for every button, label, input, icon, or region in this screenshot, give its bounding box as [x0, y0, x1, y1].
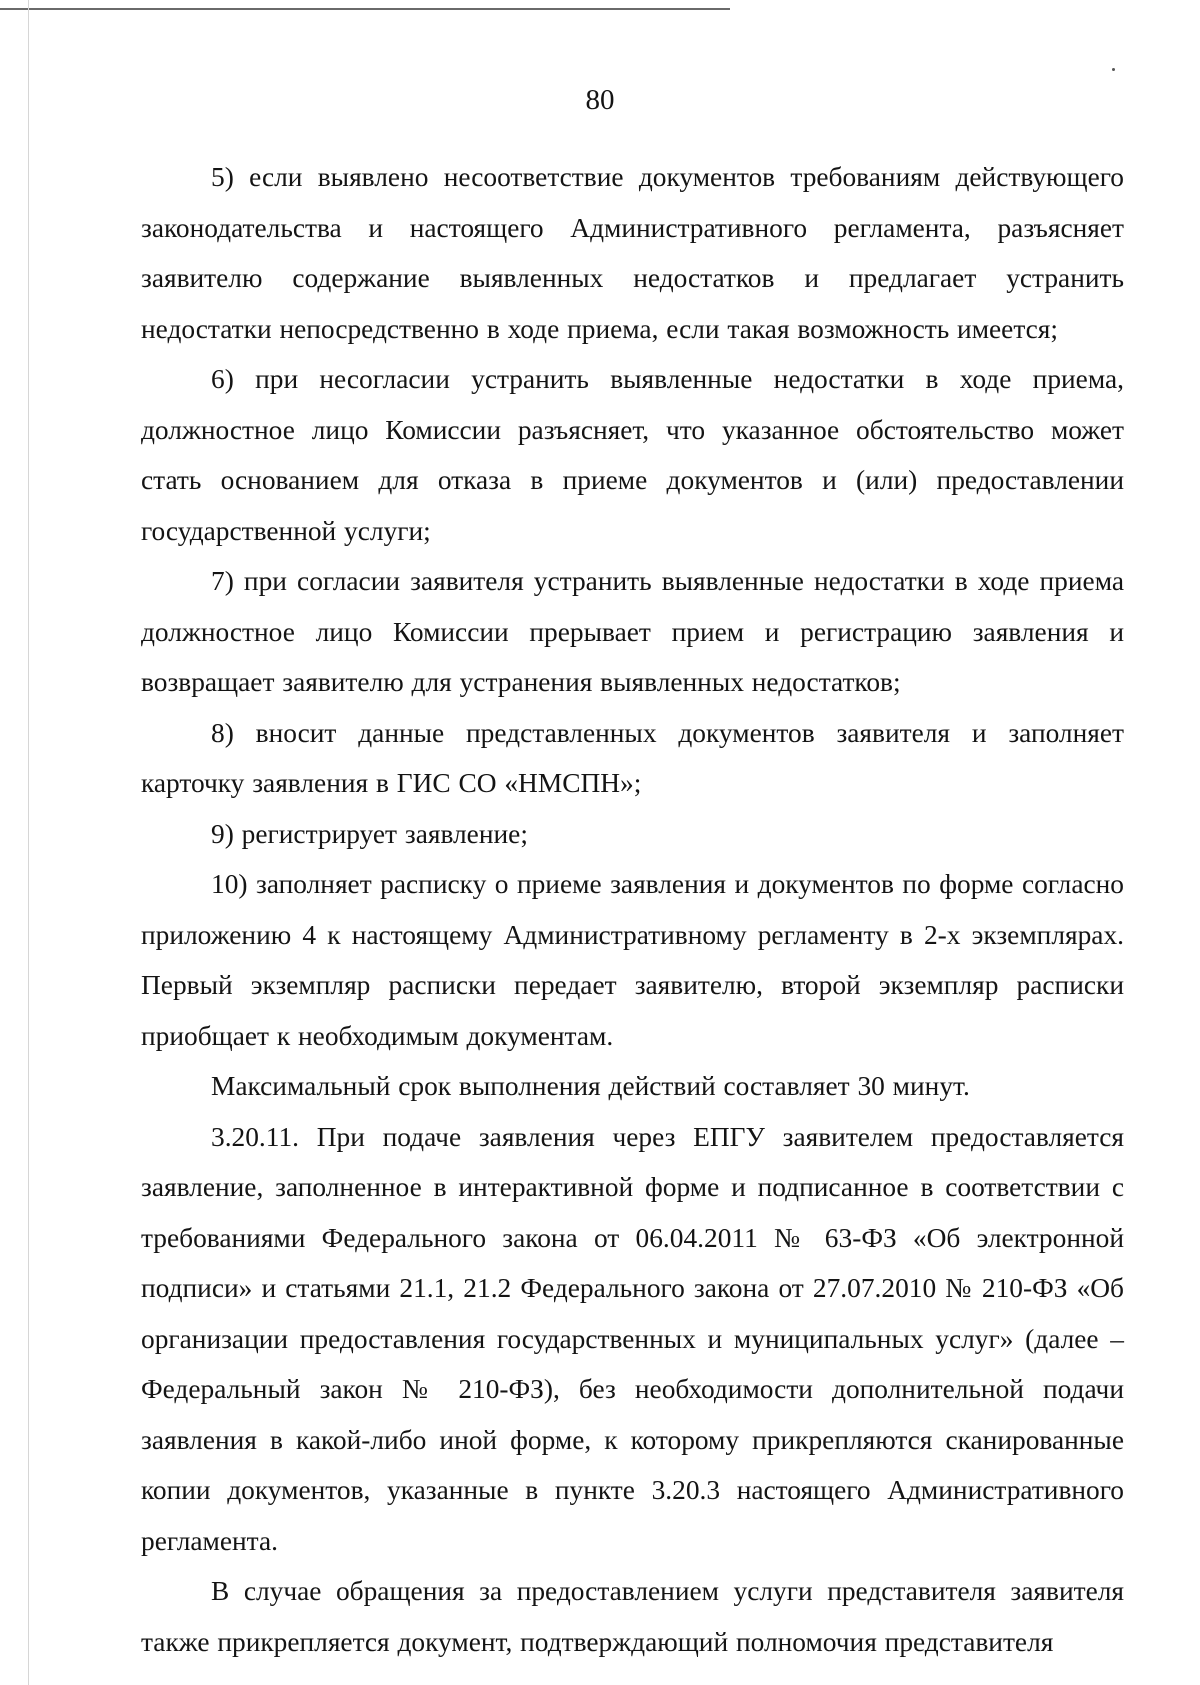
- document-body: [141, 152, 1124, 1667]
- scan-left-edge-line: [28, 0, 29, 1685]
- paragraph-max-duration: Максимальный срок выполнения действий составляет 30 минут.: [211, 1071, 970, 1101]
- paragraph-item-8: 8) вносит данные представленных документов заявителя и заполняет карточку заявления в ГИС СО «НМСПН»;: [141, 717, 1124, 798]
- paragraph-representative: В случае обращения за предоставлением услуги представителя заявителя также прикрепляется документ, подтверждающий полномочия представителя: [141, 1576, 1124, 1657]
- scan-top-edge-line: [0, 8, 730, 10]
- paragraph-3-20-11: 3.20.11. При подаче заявления через ЕПГУ заявителем предоставляется заявление, заполненное в интерактивной форме и подписанное в соответствии с требованиями Федерального закона от 06.04.2011 № 63-ФЗ «Об электронной подписи» и статьями 21.1, 21.2 Федерального закона от 27.07.2010 № 210-ФЗ «Об организации предоставления государственных и муниципальных услуг» (далее – Федеральный закон № 210-ФЗ), без необходимости дополнительной подачи заявления в какой-либо иной форме, к которому прикрепляются сканированные копии документов, указанные в пункте 3.20.3 настоящего Административного регламента.: [141, 1121, 1124, 1556]
- paragraph-item-7: 7) при согласии заявителя устранить выявленные недостатки в ходе приема должностное лицо Комиссии прерывает прием и регистрацию заявления и возвращает заявителю для устранения выявленных недостатков;: [141, 566, 1124, 697]
- paragraph-item-9: 9) регистрирует заявление;: [211, 818, 528, 849]
- paragraph-item-10: 10) заполняет расписку о приеме заявления и документов по форме согласно приложению 4 к настоящему Административному регламенту в 2-х экземплярах. Первый экземпляр расписки передает заявителю, второй экземпляр расписки приобщает к необходимым документам.: [141, 869, 1124, 1051]
- paragraph-item-5: 5) если выявлено несоответствие документов требованиям действующего законодательства и настоящего Административного регламента, разъясняет заявителю содержание выявленных недостатков и предлагает устранить недостатки непосредственно в ходе приема, если такая возможность имеется;: [141, 162, 1124, 344]
- page-number: 80: [585, 84, 615, 116]
- scan-speck: [1112, 68, 1115, 71]
- paragraph-item-6: 6) при несогласии устранить выявленные недостатки в ходе приема, должностное лицо Комиссии разъясняет, что указанное обстоятельство может стать основанием для отказа в приеме документов и (или) предоставлении государственной услуги;: [141, 364, 1124, 546]
